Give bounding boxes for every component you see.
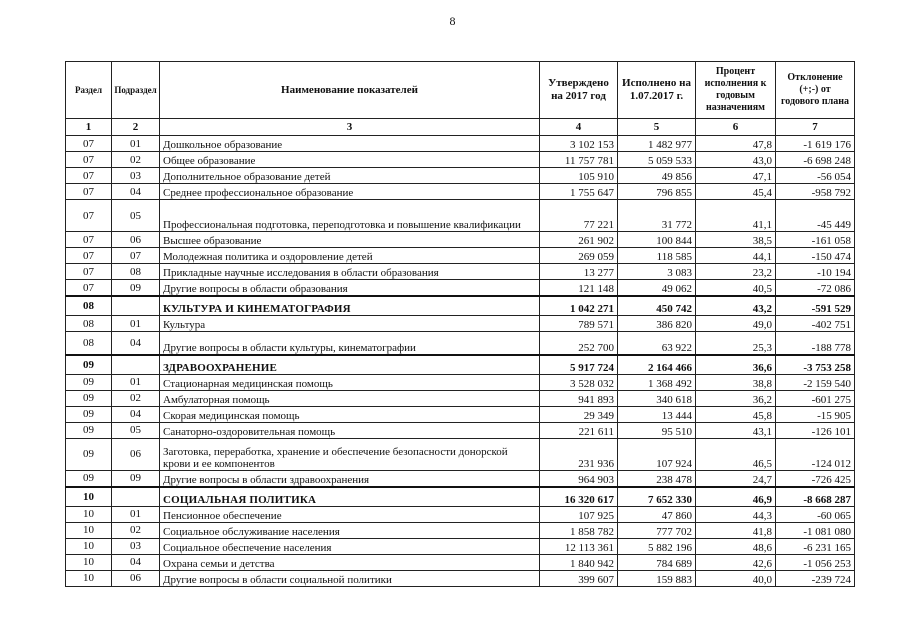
razdel-cell: 09 (66, 438, 112, 470)
razdel-cell: 07 (66, 168, 112, 184)
podrazdel-cell: 06 (112, 438, 160, 470)
percent-cell: 36,2 (696, 390, 776, 406)
approved-cell: 221 611 (540, 422, 618, 438)
razdel-cell: 08 (66, 316, 112, 332)
table-row (66, 506, 855, 522)
approved-cell: 13 277 (540, 264, 618, 280)
header-approved: Утверждено на 2017 год (540, 62, 618, 119)
percent-cell: 45,4 (696, 184, 776, 200)
percent-cell: 46,5 (696, 438, 776, 470)
razdel-cell: 09 (66, 406, 112, 422)
podrazdel-cell (112, 355, 160, 375)
deviation-cell: -402 751 (776, 316, 855, 332)
indicator-name-cell: Социальное обеспечение населения (160, 538, 540, 554)
executed-cell: 3 083 (618, 264, 696, 280)
table-row (66, 316, 855, 332)
percent-cell: 41,8 (696, 522, 776, 538)
page-number: 8 (449, 14, 456, 28)
percent-cell: 23,2 (696, 264, 776, 280)
deviation-cell: -591 529 (776, 296, 855, 316)
razdel-cell: 10 (66, 570, 112, 586)
podrazdel-cell: 09 (112, 280, 160, 297)
indicator-name-cell: Пенсионное обеспечение (160, 506, 540, 522)
executed-cell: 100 844 (618, 232, 696, 248)
podrazdel-cell: 06 (112, 232, 160, 248)
table-row (66, 390, 855, 406)
header-row (66, 62, 855, 119)
table-row (66, 168, 855, 184)
approved-cell: 11 757 781 (540, 152, 618, 168)
deviation-cell: -56 054 (776, 168, 855, 184)
table-row (66, 264, 855, 280)
table-row (66, 522, 855, 538)
indicator-name-cell: Другие вопросы в области социальной политики (160, 570, 540, 586)
table-row (66, 374, 855, 390)
executed-cell: 13 444 (618, 406, 696, 422)
approved-cell: 3 102 153 (540, 136, 618, 152)
podrazdel-cell: 07 (112, 248, 160, 264)
table-row (66, 332, 855, 355)
approved-cell: 252 700 (540, 332, 618, 355)
percent-cell: 47,1 (696, 168, 776, 184)
podrazdel-cell: 05 (112, 422, 160, 438)
column-number: 4 (540, 119, 618, 136)
executed-cell: 386 820 (618, 316, 696, 332)
header-podrazdel: Подраздел (112, 62, 160, 119)
razdel-cell: 07 (66, 184, 112, 200)
podrazdel-cell: 04 (112, 406, 160, 422)
executed-cell: 159 883 (618, 570, 696, 586)
podrazdel-cell (112, 296, 160, 316)
indicator-name-cell: СОЦИАЛЬНАЯ ПОЛИТИКА (160, 487, 540, 507)
table-row (66, 200, 855, 232)
indicator-name-cell: Общее образование (160, 152, 540, 168)
executed-cell: 7 652 330 (618, 487, 696, 507)
column-number: 5 (618, 119, 696, 136)
executed-cell: 118 585 (618, 248, 696, 264)
indicator-name-cell: Стационарная медицинская помощь (160, 374, 540, 390)
percent-cell: 43,1 (696, 422, 776, 438)
deviation-cell: -1 619 176 (776, 136, 855, 152)
header-executed: Исполнено на 1.07.2017 г. (618, 62, 696, 119)
approved-cell: 5 917 724 (540, 355, 618, 375)
approved-cell: 107 925 (540, 506, 618, 522)
razdel-cell: 09 (66, 470, 112, 487)
header-razdel: Раздел (66, 62, 112, 119)
executed-cell: 49 856 (618, 168, 696, 184)
executed-cell: 238 478 (618, 470, 696, 487)
indicator-name-cell: Охрана семьи и детства (160, 554, 540, 570)
approved-cell: 964 903 (540, 470, 618, 487)
podrazdel-cell: 01 (112, 136, 160, 152)
approved-cell: 105 910 (540, 168, 618, 184)
approved-cell: 269 059 (540, 248, 618, 264)
razdel-cell: 07 (66, 136, 112, 152)
razdel-cell: 10 (66, 506, 112, 522)
table-row (66, 280, 855, 297)
executed-cell: 95 510 (618, 422, 696, 438)
razdel-cell: 10 (66, 522, 112, 538)
podrazdel-cell: 04 (112, 332, 160, 355)
podrazdel-cell: 06 (112, 570, 160, 586)
approved-cell: 789 571 (540, 316, 618, 332)
table-row (66, 152, 855, 168)
razdel-cell: 07 (66, 264, 112, 280)
deviation-cell: -1 056 253 (776, 554, 855, 570)
header-name: Наименование показателей (160, 62, 540, 119)
deviation-cell: -72 086 (776, 280, 855, 297)
executed-cell: 450 742 (618, 296, 696, 316)
deviation-cell: -45 449 (776, 200, 855, 232)
deviation-cell: -3 753 258 (776, 355, 855, 375)
podrazdel-cell: 04 (112, 184, 160, 200)
percent-cell: 44,1 (696, 248, 776, 264)
percent-cell: 43,2 (696, 296, 776, 316)
table-row (66, 406, 855, 422)
deviation-cell: -6 231 165 (776, 538, 855, 554)
executed-cell: 31 772 (618, 200, 696, 232)
podrazdel-cell: 01 (112, 374, 160, 390)
podrazdel-cell: 02 (112, 390, 160, 406)
approved-cell: 1 840 942 (540, 554, 618, 570)
column-number: 2 (112, 119, 160, 136)
podrazdel-cell: 05 (112, 200, 160, 232)
executed-cell: 63 922 (618, 332, 696, 355)
razdel-cell: 09 (66, 374, 112, 390)
deviation-cell: -161 058 (776, 232, 855, 248)
percent-cell: 42,6 (696, 554, 776, 570)
table-body (66, 136, 855, 587)
table-row (66, 136, 855, 152)
percent-cell: 43,0 (696, 152, 776, 168)
executed-cell: 777 702 (618, 522, 696, 538)
executed-cell: 49 062 (618, 280, 696, 297)
podrazdel-cell: 02 (112, 152, 160, 168)
column-number: 6 (696, 119, 776, 136)
deviation-cell: -601 275 (776, 390, 855, 406)
percent-cell: 47,8 (696, 136, 776, 152)
executed-cell: 5 059 533 (618, 152, 696, 168)
table-row (66, 248, 855, 264)
approved-cell: 1 858 782 (540, 522, 618, 538)
deviation-cell: -2 159 540 (776, 374, 855, 390)
deviation-cell: -8 668 287 (776, 487, 855, 507)
indicator-name-cell: Социальное обслуживание населения (160, 522, 540, 538)
razdel-cell: 07 (66, 280, 112, 297)
table-row (66, 470, 855, 487)
razdel-cell: 09 (66, 390, 112, 406)
percent-cell: 49,0 (696, 316, 776, 332)
budget-table (65, 61, 855, 587)
podrazdel-cell: 09 (112, 470, 160, 487)
indicator-name-cell: Другие вопросы в области образования (160, 280, 540, 297)
executed-cell: 5 882 196 (618, 538, 696, 554)
percent-cell: 25,3 (696, 332, 776, 355)
approved-cell: 941 893 (540, 390, 618, 406)
percent-cell: 36,6 (696, 355, 776, 375)
table-row (66, 554, 855, 570)
deviation-cell: -60 065 (776, 506, 855, 522)
approved-cell: 77 221 (540, 200, 618, 232)
podrazdel-cell: 02 (112, 522, 160, 538)
indicator-name-cell: Заготовка, переработка, хранение и обеспечение безопасности донорской крови и ее компонентов (160, 438, 540, 470)
executed-cell: 784 689 (618, 554, 696, 570)
section-row (66, 296, 855, 316)
table-row (66, 538, 855, 554)
percent-cell: 40,0 (696, 570, 776, 586)
percent-cell: 45,8 (696, 406, 776, 422)
deviation-cell: -239 724 (776, 570, 855, 586)
indicator-name-cell: Дошкольное образование (160, 136, 540, 152)
deviation-cell: -726 425 (776, 470, 855, 487)
indicator-name-cell: Амбулаторная помощь (160, 390, 540, 406)
deviation-cell: -124 012 (776, 438, 855, 470)
table-row (66, 184, 855, 200)
indicator-name-cell: Профессиональная подготовка, переподготовка и повышение квалификации (160, 200, 540, 232)
column-number: 7 (776, 119, 855, 136)
indicator-name-cell: Другие вопросы в области культуры, кинематографии (160, 332, 540, 355)
percent-cell: 46,9 (696, 487, 776, 507)
percent-cell: 41,1 (696, 200, 776, 232)
executed-cell: 340 618 (618, 390, 696, 406)
approved-cell: 121 148 (540, 280, 618, 297)
podrazdel-cell: 03 (112, 538, 160, 554)
approved-cell: 231 936 (540, 438, 618, 470)
approved-cell: 399 607 (540, 570, 618, 586)
approved-cell: 1 042 271 (540, 296, 618, 316)
indicator-name-cell: Санаторно-оздоровительная помощь (160, 422, 540, 438)
table-row (66, 422, 855, 438)
column-number-row (66, 119, 855, 136)
deviation-cell: -15 905 (776, 406, 855, 422)
indicator-name-cell: Высшее образование (160, 232, 540, 248)
indicator-name-cell: КУЛЬТУРА И КИНЕМАТОГРАФИЯ (160, 296, 540, 316)
razdel-cell: 10 (66, 554, 112, 570)
column-number: 3 (160, 119, 540, 136)
percent-cell: 48,6 (696, 538, 776, 554)
indicator-name-cell: ЗДРАВООХРАНЕНИЕ (160, 355, 540, 375)
podrazdel-cell: 03 (112, 168, 160, 184)
indicator-name-cell: Среднее профессиональное образование (160, 184, 540, 200)
section-row (66, 355, 855, 375)
razdel-cell: 09 (66, 422, 112, 438)
executed-cell: 796 855 (618, 184, 696, 200)
deviation-cell: -126 101 (776, 422, 855, 438)
razdel-cell: 07 (66, 232, 112, 248)
razdel-cell: 07 (66, 248, 112, 264)
indicator-name-cell: Молодежная политика и оздоровление детей (160, 248, 540, 264)
percent-cell: 24,7 (696, 470, 776, 487)
podrazdel-cell: 01 (112, 506, 160, 522)
deviation-cell: -188 778 (776, 332, 855, 355)
deviation-cell: -6 698 248 (776, 152, 855, 168)
podrazdel-cell: 04 (112, 554, 160, 570)
podrazdel-cell: 08 (112, 264, 160, 280)
approved-cell: 29 349 (540, 406, 618, 422)
indicator-name-cell: Прикладные научные исследования в области образования (160, 264, 540, 280)
approved-cell: 12 113 361 (540, 538, 618, 554)
percent-cell: 38,5 (696, 232, 776, 248)
deviation-cell: -958 792 (776, 184, 855, 200)
deviation-cell: -150 474 (776, 248, 855, 264)
podrazdel-cell: 01 (112, 316, 160, 332)
razdel-cell: 07 (66, 152, 112, 168)
approved-cell: 3 528 032 (540, 374, 618, 390)
executed-cell: 1 368 492 (618, 374, 696, 390)
executed-cell: 1 482 977 (618, 136, 696, 152)
table-row (66, 438, 855, 470)
table-row (66, 232, 855, 248)
razdel-cell: 08 (66, 332, 112, 355)
razdel-cell: 09 (66, 355, 112, 375)
section-row (66, 487, 855, 507)
approved-cell: 1 755 647 (540, 184, 618, 200)
deviation-cell: -10 194 (776, 264, 855, 280)
razdel-cell: 08 (66, 296, 112, 316)
table-row (66, 570, 855, 586)
razdel-cell: 07 (66, 200, 112, 232)
deviation-cell: -1 081 080 (776, 522, 855, 538)
executed-cell: 107 924 (618, 438, 696, 470)
indicator-name-cell: Культура (160, 316, 540, 332)
column-number: 1 (66, 119, 112, 136)
indicator-name-cell: Скорая медицинская помощь (160, 406, 540, 422)
percent-cell: 40,5 (696, 280, 776, 297)
percent-cell: 44,3 (696, 506, 776, 522)
razdel-cell: 10 (66, 487, 112, 507)
percent-cell: 38,8 (696, 374, 776, 390)
approved-cell: 261 902 (540, 232, 618, 248)
header-deviation: Отклонение (+;-) от годового плана (776, 62, 855, 119)
approved-cell: 16 320 617 (540, 487, 618, 507)
indicator-name-cell: Другие вопросы в области здравоохранения (160, 470, 540, 487)
executed-cell: 47 860 (618, 506, 696, 522)
header-percent: Процент исполнения к годовым назначениям (696, 62, 776, 119)
razdel-cell: 10 (66, 538, 112, 554)
indicator-name-cell: Дополнительное образование детей (160, 168, 540, 184)
podrazdel-cell (112, 487, 160, 507)
executed-cell: 2 164 466 (618, 355, 696, 375)
